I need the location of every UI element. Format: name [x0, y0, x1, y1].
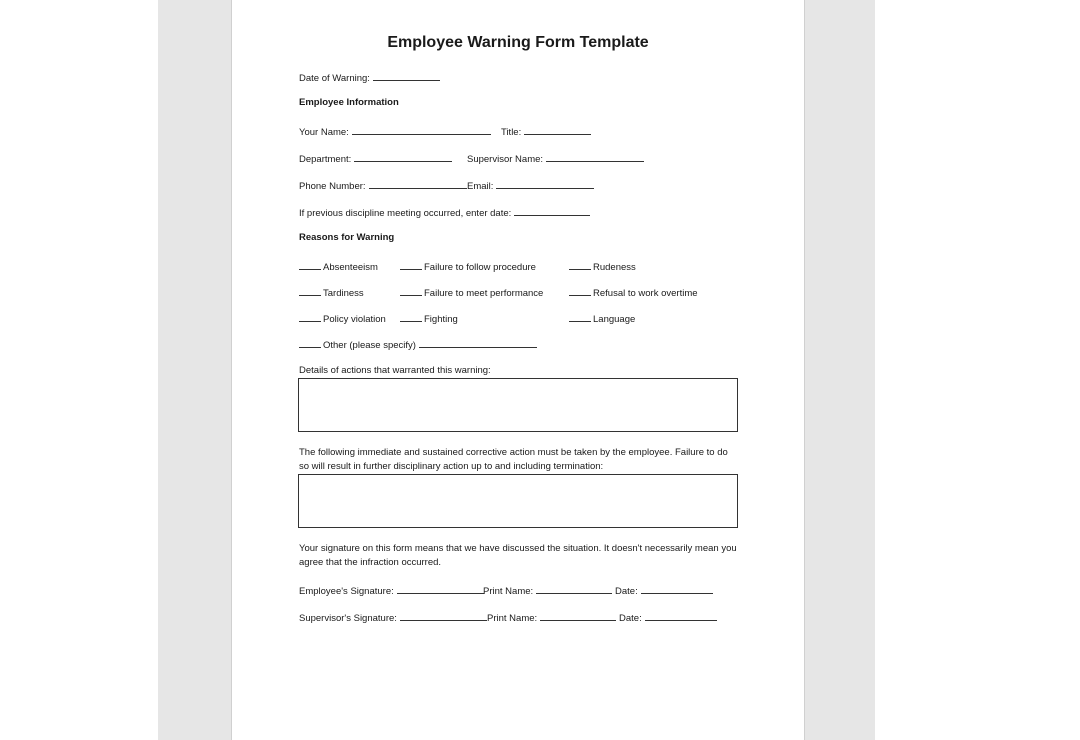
checkbox-blank[interactable]: [569, 311, 591, 322]
details-textarea[interactable]: [298, 378, 738, 432]
employee-date-label: Date:: [615, 586, 638, 597]
employee-print-name-field[interactable]: [536, 583, 612, 594]
reason-label: Failure to meet performance: [424, 288, 544, 299]
reason-label: Fighting: [424, 314, 458, 325]
previous-meeting-field[interactable]: [514, 205, 590, 216]
email-field[interactable]: [496, 178, 594, 189]
department-label: Department:: [299, 154, 352, 165]
checkbox-blank[interactable]: [299, 285, 321, 296]
employee-info-heading: Employee Information: [299, 97, 399, 108]
employee-signature-field[interactable]: [397, 583, 484, 594]
document-page: [231, 0, 805, 740]
supervisor-print-name-field[interactable]: [540, 610, 616, 621]
date-of-warning-field[interactable]: [373, 70, 440, 81]
supervisor-date-row: [619, 610, 717, 625]
supervisor-name-row: [467, 151, 644, 166]
phone-label: Phone Number:: [299, 181, 366, 192]
reason-label: Failure to follow procedure: [424, 262, 536, 273]
supervisor-name-field[interactable]: [546, 151, 644, 162]
reason-failure-performance[interactable]: [400, 285, 543, 300]
title-label: Title:: [501, 127, 522, 138]
reason-policy-violation[interactable]: [299, 311, 386, 326]
your-name-label: Your Name:: [299, 127, 349, 138]
reason-label: Tardiness: [323, 288, 364, 299]
reasons-heading: Reasons for Warning: [299, 232, 395, 243]
reason-label: Other (please specify): [323, 340, 416, 351]
reason-label: Refusal to work overtime: [593, 288, 698, 299]
reason-failure-procedure[interactable]: [400, 259, 536, 274]
email-label: Email:: [467, 181, 494, 192]
checkbox-blank[interactable]: [299, 311, 321, 322]
corrective-action-textarea[interactable]: [298, 474, 738, 528]
employee-date-row: [615, 583, 713, 598]
supervisor-print-name-label: Print Name:: [487, 613, 538, 624]
supervisor-signature-label: Supervisor's Signature:: [299, 613, 397, 624]
supervisor-signature-field[interactable]: [400, 610, 487, 621]
checkbox-blank[interactable]: [569, 285, 591, 296]
reason-absenteeism[interactable]: [299, 259, 378, 274]
reason-label: Absenteeism: [323, 262, 378, 273]
employee-print-name-label: Print Name:: [483, 586, 534, 597]
previous-meeting-label: If previous discipline meeting occurred, enter date:: [299, 208, 512, 219]
reason-label: Policy violation: [323, 314, 386, 325]
employee-date-field[interactable]: [641, 583, 713, 594]
checkbox-blank[interactable]: [299, 259, 321, 270]
date-of-warning-row: [299, 70, 440, 85]
reason-language[interactable]: [569, 311, 635, 326]
title-field[interactable]: [524, 124, 591, 135]
signature-note: Your signature on this form means that we have discussed the situation. It doesn't necessarily mean you agree that the infraction occurred.: [299, 543, 737, 568]
department-field[interactable]: [354, 151, 452, 162]
phone-row: [299, 178, 467, 193]
corrective-action-text: The following immediate and sustained corrective action must be taken by the employee. Failure to do so will result in further disciplinary action up to and including termination:: [299, 447, 728, 472]
other-specify-field[interactable]: [419, 337, 537, 348]
checkbox-blank[interactable]: [400, 285, 422, 296]
reason-other[interactable]: [299, 337, 537, 352]
supervisor-date-label: Date:: [619, 613, 642, 624]
checkbox-blank[interactable]: [299, 337, 321, 348]
reason-rudeness[interactable]: [569, 259, 636, 274]
supervisor-date-field[interactable]: [645, 610, 717, 621]
checkbox-blank[interactable]: [569, 259, 591, 270]
employee-signature-row: [299, 583, 484, 598]
reason-label: Language: [593, 314, 636, 325]
checkbox-blank[interactable]: [400, 311, 422, 322]
your-name-row: [299, 124, 491, 139]
reason-label: Rudeness: [593, 262, 636, 273]
email-row: [467, 178, 594, 193]
checkbox-blank[interactable]: [400, 259, 422, 270]
department-row: [299, 151, 452, 166]
details-label: Details of actions that warranted this warning:: [299, 365, 491, 376]
supervisor-name-label: Supervisor Name:: [467, 154, 544, 165]
reason-fighting[interactable]: [400, 311, 458, 326]
previous-meeting-row: [299, 205, 590, 220]
title-row: [501, 124, 591, 139]
reason-tardiness[interactable]: [299, 285, 364, 300]
supervisor-signature-row: [299, 610, 487, 625]
employee-print-name-row: [483, 583, 612, 598]
phone-field[interactable]: [369, 178, 467, 189]
your-name-field[interactable]: [352, 124, 491, 135]
date-of-warning-label: Date of Warning:: [299, 73, 370, 84]
employee-signature-label: Employee's Signature:: [299, 586, 394, 597]
reason-refusal-overtime[interactable]: [569, 285, 698, 300]
supervisor-print-name-row: [487, 610, 616, 625]
page-title: Employee Warning Form Template: [387, 34, 649, 51]
